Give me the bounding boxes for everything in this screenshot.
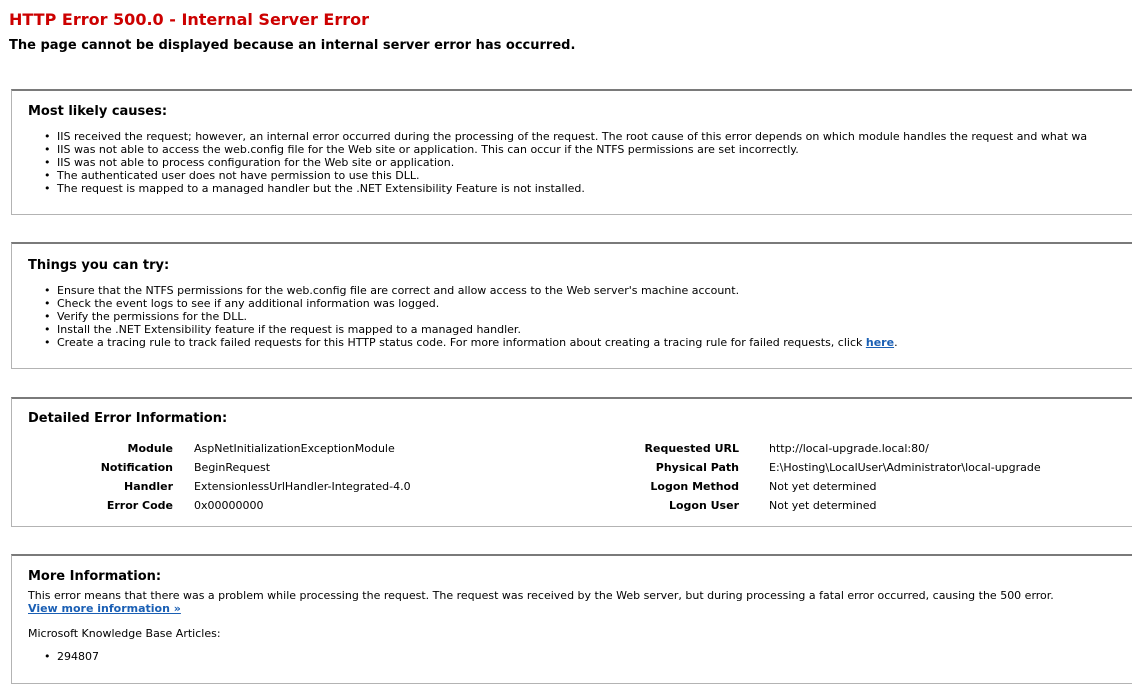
detail-value: http://local-upgrade.local:80/ (769, 442, 929, 455)
detail-key: Notification (100, 461, 173, 474)
list-item: • Ensure that the NTFS permissions for the web.config file are correct and allow access to the Web server's machine account. (44, 284, 740, 297)
detail-value: BeginRequest (194, 461, 271, 474)
detail-left-table (28, 439, 411, 515)
detail-key: Module (127, 442, 173, 455)
list-item: • Create a tracing rule to track failed requests for this HTTP status code. For more information about creating a tracing rule for failed requests, click here. (44, 336, 898, 349)
detail-section (11, 397, 1132, 527)
bullet-icon: • (44, 130, 51, 143)
detail-key: Handler (124, 480, 173, 493)
table-row (28, 496, 411, 515)
more-info-section (11, 554, 1132, 684)
detail-key: Error Code (106, 499, 173, 512)
table-row (578, 458, 1041, 477)
kb-articles-list (44, 650, 99, 663)
view-more-information-link[interactable]: View more information » (28, 602, 181, 615)
bullet-icon: • (44, 323, 51, 336)
list-item: • Verify the permissions for the DLL. (44, 310, 247, 323)
bullet-icon: • (44, 297, 51, 310)
bullet-icon: • (44, 169, 51, 182)
list-item: • The authenticated user does not have permission to use this DLL. (44, 169, 420, 182)
bullet-icon: • (44, 156, 51, 169)
bullet-icon: • (44, 336, 51, 349)
list-item: • IIS was not able to process configuration for the Web site or application. (44, 156, 455, 169)
try-section (11, 242, 1132, 369)
detail-key: Physical Path (655, 461, 739, 474)
list-item: • Check the event logs to see if any additional information was logged. (44, 297, 440, 310)
bullet-icon: • (44, 650, 51, 663)
causes-heading: Most likely causes: (28, 104, 168, 119)
bullet-icon: • (44, 284, 51, 297)
list-item: • IIS was not able to access the web.config file for the Web site or application. This can occur if the NTFS permissions are set incorrectly. (44, 143, 799, 156)
kb-article-id: 294807 (57, 650, 99, 663)
more-info-text-block (28, 589, 1054, 615)
table-row (578, 439, 1041, 458)
detail-right-table (578, 439, 1041, 515)
detail-key: Logon User (668, 499, 739, 512)
tracing-rule-here-link[interactable]: here (865, 336, 895, 349)
bullet-icon: • (44, 310, 51, 323)
table-row (28, 477, 411, 496)
list-item (44, 650, 99, 663)
causes-list (44, 130, 1088, 195)
try-heading: Things you can try: (28, 258, 170, 273)
try-list (44, 284, 898, 349)
table-row (578, 496, 1041, 515)
detail-value: Not yet determined (769, 499, 877, 512)
error-header (0, 0, 1132, 54)
table-row (578, 477, 1041, 496)
more-info-heading: More Information: (28, 569, 162, 584)
detail-key: Requested URL (644, 442, 739, 455)
causes-section (11, 89, 1132, 215)
detail-value: E:\Hosting\LocalUser\Administrator\local-upgrade (769, 461, 1041, 474)
bullet-icon: • (44, 143, 51, 156)
table-row (28, 439, 411, 458)
error-subtitle: The page cannot be displayed because an internal server error has occurred. (9, 38, 576, 53)
detail-key: Logon Method (650, 480, 739, 493)
detail-value: AspNetInitializationExceptionModule (194, 442, 395, 455)
detail-value: 0x00000000 (194, 499, 264, 512)
list-item: • IIS received the request; however, an internal error occurred during the processing of the request. The root cause of this error depends on which module handles the request and what wa (44, 130, 1088, 143)
detail-value: ExtensionlessUrlHandler-Integrated-4.0 (194, 480, 411, 493)
list-item: • The request is mapped to a managed handler but the .NET Extensibility Feature is not installed. (44, 182, 585, 195)
list-item: • Install the .NET Extensibility feature if the request is mapped to a managed handler. (44, 323, 521, 336)
detail-heading: Detailed Error Information: (28, 411, 228, 426)
bullet-icon: • (44, 182, 51, 195)
table-row (28, 458, 411, 477)
kb-articles-label: Microsoft Knowledge Base Articles: (28, 627, 221, 640)
detail-value: Not yet determined (769, 480, 877, 493)
error-title: HTTP Error 500.0 - Internal Server Error (9, 10, 370, 29)
more-info-description: This error means that there was a problem while processing the request. The request was received by the Web server, but during processing a fatal error occurred, causing the 500 error. (28, 589, 1054, 602)
